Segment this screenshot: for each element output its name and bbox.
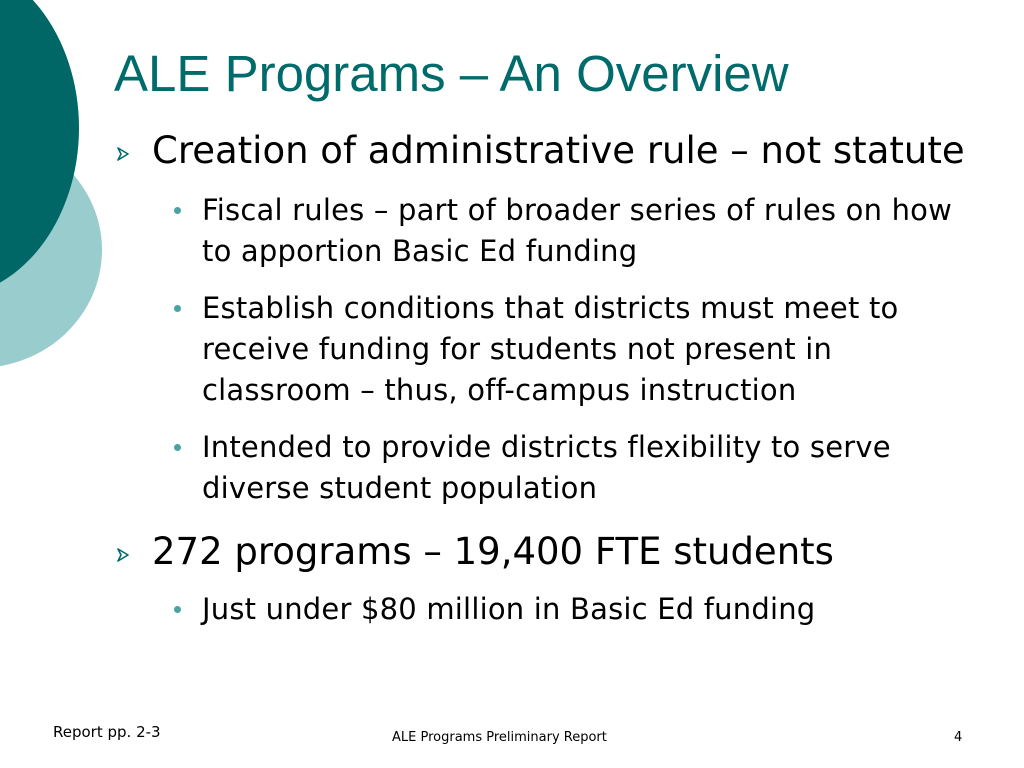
footer-reference: Report pp. 2-3 (53, 723, 161, 741)
decorative-circles (0, 0, 110, 380)
arrow-bullet-icon (116, 548, 130, 562)
sub-bullet-text: Establish conditions that districts must meet to receive funding for students not present in classroom – thus, off-campus instruction (202, 291, 899, 407)
bullet-text: Creation of administrative rule – not statute (152, 129, 965, 172)
bullet-text: 272 programs – 19,400 FTE students (152, 530, 834, 573)
footer-report-title: ALE Programs Preliminary Report (392, 730, 607, 745)
dot-bullet-icon (174, 606, 181, 613)
dot-bullet-icon (174, 207, 181, 214)
dot-bullet-icon (174, 305, 181, 312)
page-number: 4 (954, 730, 963, 745)
dot-bullet-icon (174, 444, 181, 451)
sub-bullet (110, 427, 990, 509)
slide-content (110, 128, 990, 630)
arrow-bullet-icon (116, 147, 130, 161)
sub-bullet-text: Fiscal rules – part of broader series of rules on how to apportion Basic Ed funding (202, 193, 953, 268)
sub-bullet-text: Intended to provide districts flexibility to serve diverse student population (202, 430, 891, 505)
sub-bullet (110, 190, 990, 272)
sub-bullet-text: Just under $80 million in Basic Ed funding (202, 592, 816, 626)
slide-title: ALE Programs – An Overview (114, 45, 789, 102)
sub-bullet (110, 589, 990, 630)
bullet-level1 (110, 128, 990, 174)
sub-bullet (110, 288, 990, 411)
bullet-level1 (110, 529, 990, 575)
